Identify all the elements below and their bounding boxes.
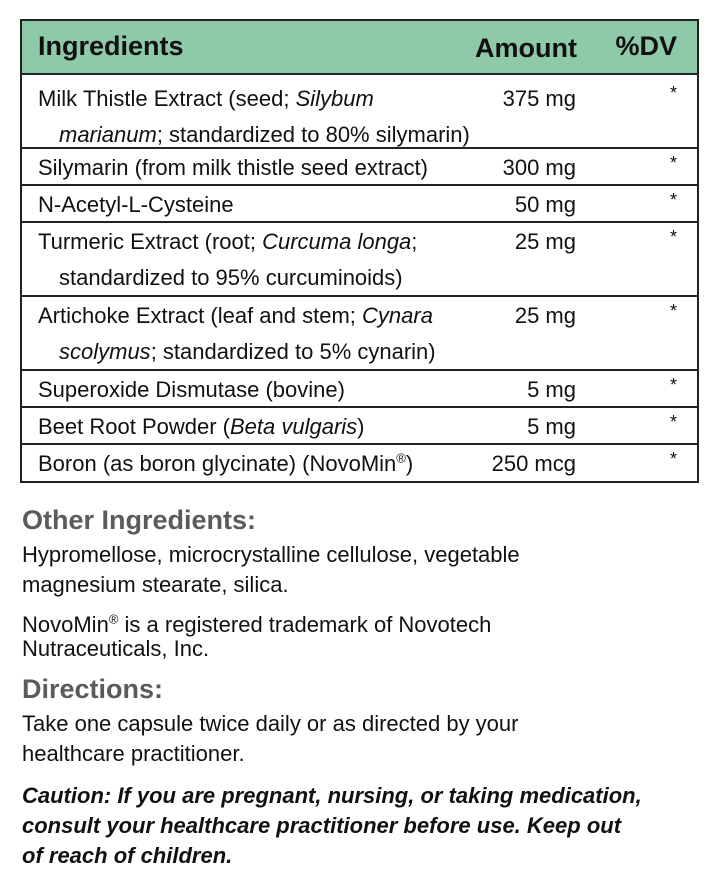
table-row	[22, 297, 697, 371]
directions-title: Directions:	[22, 674, 164, 704]
table-row	[22, 75, 697, 149]
trademark-note: NovoMin® is a registered trademark of Novotech Nutraceuticals, Inc.	[22, 611, 492, 661]
ingredient-dv: *	[669, 190, 677, 210]
ingredient-amount: 50 mg	[514, 192, 576, 217]
ingredient-name: Artichoke Extract (leaf and stem; Cynara scolymus; standardized to 5% cynarin)	[38, 303, 436, 364]
ingredient-name: Turmeric Extract (root; Curcuma longa; standardized to 95% curcuminoids)	[38, 229, 418, 290]
ingredient-amount: 25 mg	[514, 229, 576, 254]
table-row	[22, 149, 697, 186]
table-row	[22, 186, 697, 223]
supplement-facts-table	[20, 19, 699, 483]
ingredient-name: Beet Root Powder (Beta vulgaris)	[38, 414, 365, 439]
header-amount: Amount	[475, 33, 577, 63]
ingredient-name: N-Acetyl-L-Cysteine	[38, 192, 234, 217]
other-ingredients-title: Other Ingredients:	[22, 505, 257, 535]
ingredient-name: Silymarin (from milk thistle seed extract)	[38, 155, 428, 180]
ingredient-dv: *	[669, 449, 677, 469]
ingredient-dv: *	[669, 375, 677, 395]
ingredient-dv: *	[669, 227, 677, 247]
header-dv: %DV	[615, 31, 677, 61]
ingredient-name: Superoxide Dismutase (bovine)	[38, 377, 345, 402]
header-ingredients: Ingredients	[38, 31, 184, 61]
ingredient-amount: 5 mg	[527, 414, 576, 439]
ingredient-dv: *	[669, 153, 677, 173]
ingredient-amount: 25 mg	[514, 303, 576, 328]
ingredient-dv: *	[669, 412, 677, 432]
ingredient-name: Milk Thistle Extract (seed; Silybum marianum; standardized to 80% silymarin)	[38, 86, 470, 147]
directions-text: Take one capsule twice daily or as directed by your healthcare practitioner.	[22, 711, 519, 766]
ingredient-dv: *	[669, 301, 677, 321]
ingredient-dv: *	[669, 83, 677, 103]
table-row	[22, 223, 697, 297]
table-row	[22, 445, 697, 482]
other-ingredients-text: Hypromellose, microcrystalline cellulose, vegetable magnesium stearate, silica.	[22, 542, 520, 597]
ingredient-amount: 375 mg	[502, 86, 576, 111]
ingredient-name: Boron (as boron glycinate) (NovoMin®)	[38, 450, 414, 476]
ingredient-amount: 250 mcg	[491, 451, 576, 476]
table-row	[22, 408, 697, 445]
ingredient-amount: 300 mg	[502, 155, 576, 180]
ingredient-amount: 5 mg	[527, 377, 576, 402]
table-row	[22, 371, 697, 408]
table-header	[22, 21, 697, 75]
caution-warning: Caution: If you are pregnant, nursing, or taking medication, consult your healthcare practitioner before use. Keep out of reach of children.	[22, 783, 642, 868]
